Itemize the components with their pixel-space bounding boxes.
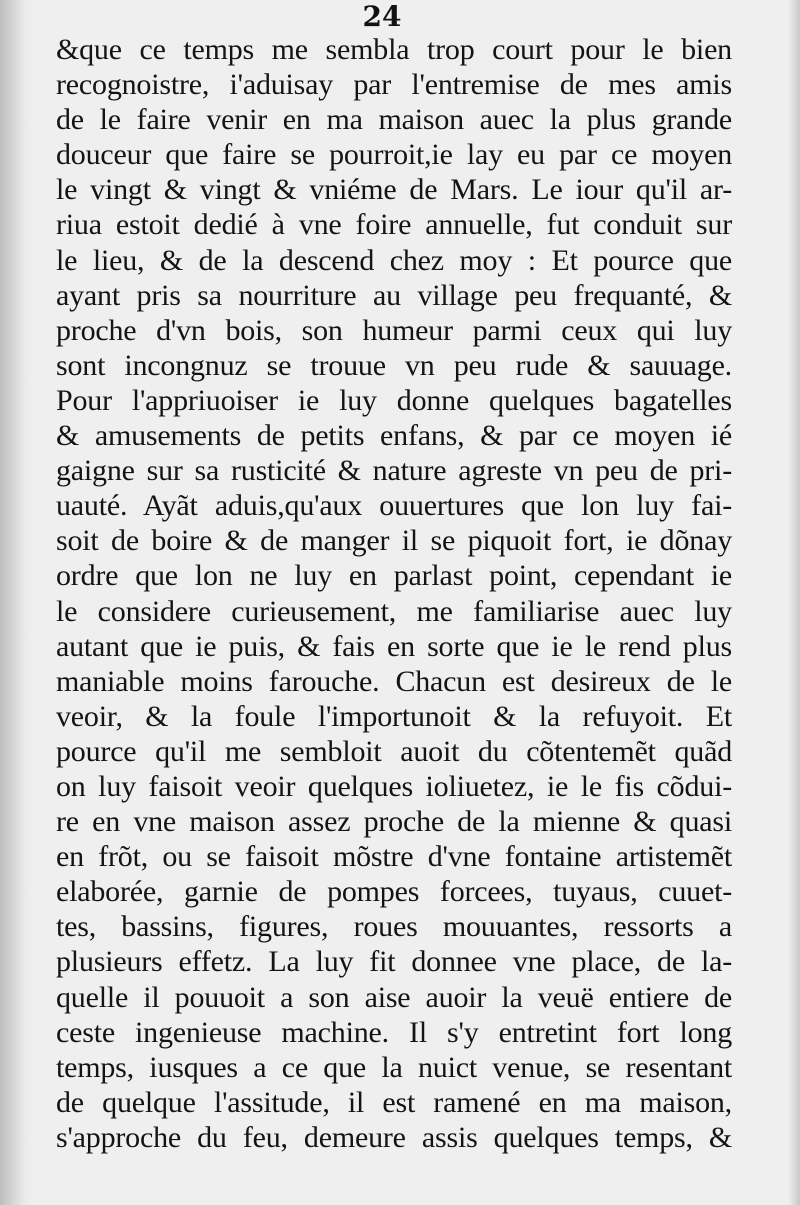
text-line: riua estoit dedié à vne foire annuelle, fut conduit sur — [56, 208, 732, 242]
text-line: le lieu, & de la descend chez moy : Et pource que — [56, 243, 732, 277]
text-line: le vingt & vingt & vniéme de Mars. Le iour qu'il ar- — [56, 173, 732, 207]
text-line: veoir, & la foule l'importunoit & la refuyoit. Et — [56, 699, 732, 733]
text-line: recognoistre, i'aduisay par l'entremise de mes amis — [56, 68, 732, 102]
text-line: re en vne maison assez proche de la mienne & quasi — [56, 805, 732, 839]
text-line: autant que ie puis, & fais en sorte que ie le rend plus — [56, 629, 732, 663]
text-line: gaigne sur sa rusticité & nature agreste vn peu de pri- — [56, 454, 732, 488]
text-line: ayant pris sa nourriture au village peu frequanté, & — [56, 278, 732, 312]
text-line: de le faire venir en ma maison auec la plus grande — [56, 103, 732, 137]
text-line: sont incongnuz se trouue vn peu rude & sauuage. — [56, 348, 732, 382]
text-line: uauté. Ayãt aduis,qu'aux ouuertures que lon luy fai- — [56, 489, 732, 523]
body-text — [56, 32, 732, 1155]
text-line: soit de boire & de manger il se piquoit fort, ie dõnay — [56, 524, 732, 558]
text-line: s'approche du feu, demeure assis quelques temps, & — [56, 1120, 732, 1154]
text-line: pource qu'il me sembloit auoit du cõtentemẽt quãd — [56, 734, 732, 768]
text-line: plusieurs effetz. La luy fit donnee vne place, de la- — [56, 945, 732, 979]
page-number: 24 — [362, 0, 402, 33]
text-line: douceur que faire se pourroit,ie lay eu par ce moyen — [56, 138, 732, 172]
text-line: & amusements de petits enfans, & par ce moyen ié — [56, 419, 732, 453]
text-line: Pour l'appriuoiser ie luy donne quelques bagatelles — [56, 383, 732, 417]
text-line: ordre que lon ne luy en parlast point, cependant ie — [56, 559, 732, 593]
text-line: de quelque l'assitude, il est ramené en ma maison, — [56, 1085, 732, 1119]
text-line: en frõt, ou se faisoit mõstre d'vne fontaine artistemẽt — [56, 840, 732, 874]
text-line: tes, bassins, figures, roues mouuantes, ressorts a — [56, 910, 732, 944]
text-line: maniable moins farouche. Chacun est desireux de le — [56, 664, 732, 698]
text-line: elaborée, garnie de pompes forcees, tuyaus, cuuet- — [56, 875, 732, 909]
text-line: le considere curieusement, me familiarise auec luy — [56, 594, 732, 628]
text-line: ceste ingenieuse machine. Il s'y entretint fort long — [56, 1015, 732, 1049]
text-line: proche d'vn bois, son humeur parmi ceux qui luy — [56, 313, 732, 347]
text-line: &que ce temps me sembla trop court pour le bien — [56, 33, 732, 66]
text-line: on luy faisoit veoir quelques ioliuetez, ie le fis cõdui- — [56, 769, 732, 803]
text-line: quelle il pouuoit a son aise auoir la veuë entiere de — [56, 980, 732, 1014]
text-line: temps, iusques a ce que la nuict venue, se resentant — [56, 1050, 732, 1084]
